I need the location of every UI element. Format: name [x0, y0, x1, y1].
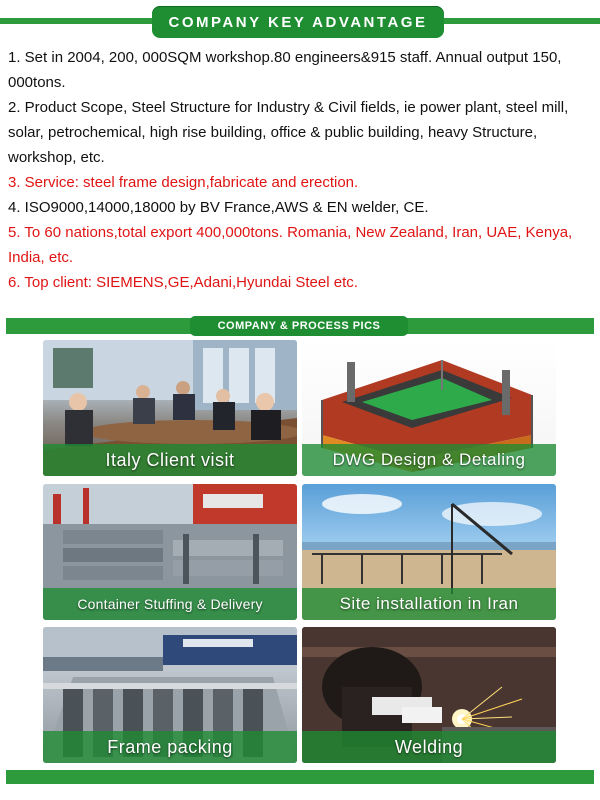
page-title: COMPANY KEY ADVANTAGE [152, 6, 444, 38]
header-band [0, 0, 600, 44]
advantage-item-3: 3. Service: steel frame design,fabricate and erection. [8, 174, 359, 191]
photo-client-visit [43, 340, 297, 476]
photo-dwg-design [302, 340, 556, 476]
advantage-item-1: 1. Set in 2004, 200, 000SQM workshop.80 engineers&915 staff. Annual output 150, 000tons. [8, 49, 562, 91]
photo-container-delivery [43, 484, 297, 620]
advantage-item-6: 6. Top client: SIEMENS,GE,Adani,Hyundai Steel etc. [8, 274, 358, 291]
caption-client-visit: Italy Client visit [43, 444, 297, 476]
caption-site-installation: Site installation in Iran [302, 588, 556, 620]
advantage-item-5: 5. To 60 nations,total export 400,000tons. Romania, New Zealand, Iran, UAE, Kenya, India, etc. [8, 224, 573, 266]
advantage-item-2: 2. Product Scope, Steel Structure for Industry & Civil fields, ie power plant, steel mill, solar, petrochemical, high rise building, office & public building, heavy Structure, workshop, etc. [8, 99, 569, 166]
photo-welding [302, 627, 556, 763]
advantage-item-4: 4. ISO9000,14000,18000 by BV France,AWS & EN welder, CE. [8, 199, 429, 216]
photo-frame-packing [43, 627, 297, 763]
photo-site-installation [302, 484, 556, 620]
caption-dwg-design: DWG Design & Detaling [302, 444, 556, 476]
caption-frame-packing: Frame packing [43, 731, 297, 763]
advantage-list [8, 45, 592, 295]
caption-container-delivery: Container Stuffing & Delivery [43, 588, 297, 620]
footer-band [6, 770, 594, 784]
gallery-title: COMPANY & PROCESS PICS [190, 316, 408, 336]
caption-welding: Welding [302, 731, 556, 763]
